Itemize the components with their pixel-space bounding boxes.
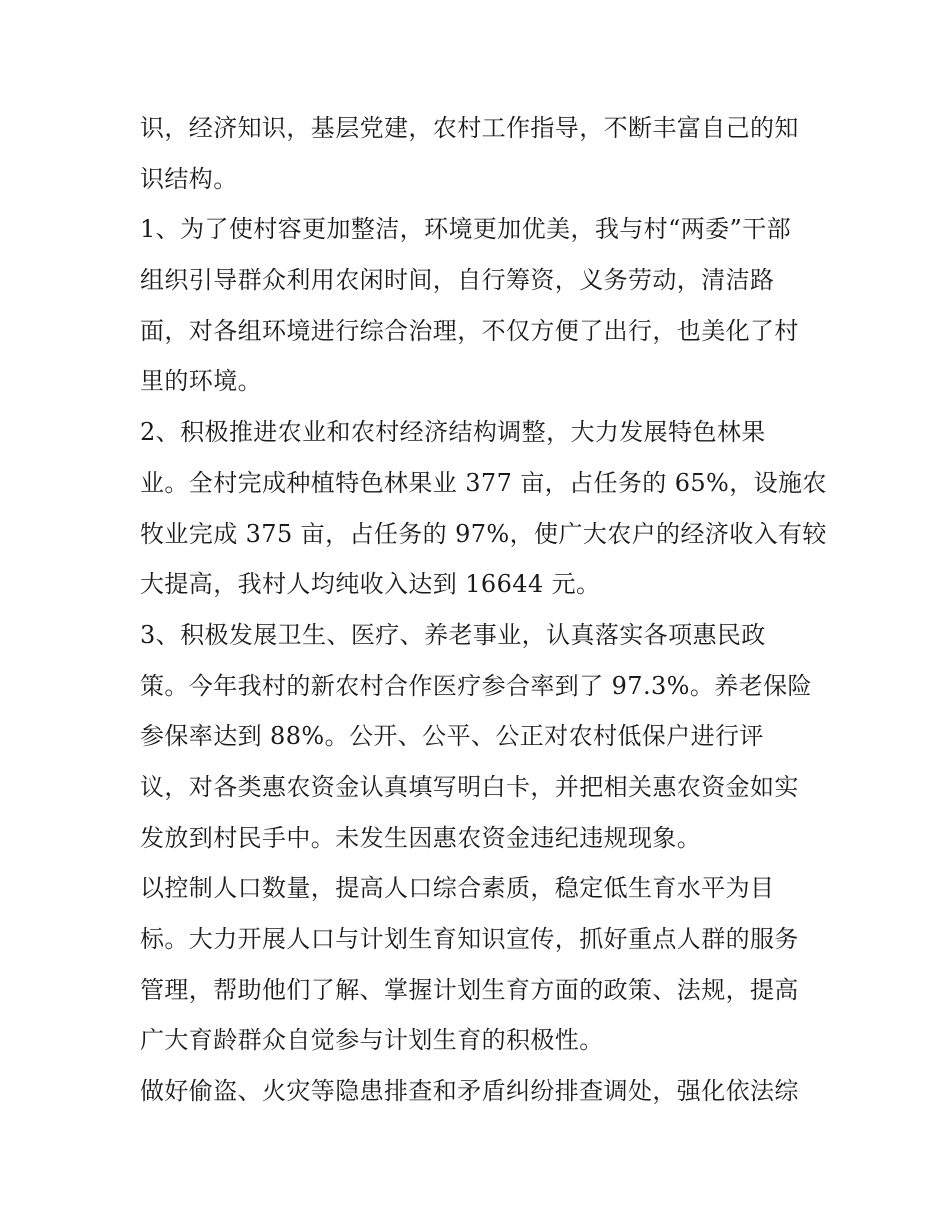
text-line: 业。全村完成种植特色林果业 377 亩，占任务的 65%，设施农 bbox=[140, 468, 827, 497]
text-line: 大提高，我村人均纯收入达到 16644 元。 bbox=[140, 570, 601, 599]
text-line: 广大育龄群众自觉参与计划生育的积极性。 bbox=[140, 1026, 604, 1055]
text-line: 议，对各类惠农资金认真填写明白卡，并把相关惠农资金如实 bbox=[140, 772, 799, 801]
text-line: 牧业完成 375 亩，占任务的 97%，使广大农户的经济收入有较 bbox=[140, 519, 827, 548]
text-line: 发放到村民手中。未发生因惠农资金违纪违规现象。 bbox=[140, 823, 702, 852]
text-line: 以控制人口数量，提高人口综合素质，稳定低生育水平为目 bbox=[140, 874, 775, 903]
text-line: 里的环境。 bbox=[140, 367, 262, 396]
text-line: 组织引导群众利用农闲时间，自行筹资，义务劳动，清洁路 bbox=[140, 266, 775, 295]
text-line: 标。大力开展人口与计划生育知识宣传，抓好重点人群的服务 bbox=[140, 925, 799, 953]
body-text bbox=[140, 103, 827, 1117]
text-line: 3、积极发展卫生、医疗、养老事业，认真落实各项惠民政 bbox=[140, 620, 766, 649]
text-line: 管理，帮助他们了解、掌握计划生育方面的政策、法规，提高 bbox=[140, 975, 799, 1004]
text-line: 策。今年我村的新农村合作医疗参合率到了 97.3%。养老保险 bbox=[140, 671, 812, 700]
text-line: 识，经济知识，基层党建，农村工作指导，不断丰富自己的知 bbox=[140, 114, 799, 142]
text-line: 面，对各组环境进行综合治理，不仅方便了出行，也美化了村 bbox=[140, 316, 799, 345]
text-line: 做好偷盗、火灾等隐患排查和矛盾纠纷排查调处，强化依法综 bbox=[140, 1077, 799, 1106]
text-line: 识结构。 bbox=[140, 164, 238, 193]
text-line: 2、积极推进农业和农村经济结构调整，大力发展特色林果 bbox=[140, 418, 766, 447]
text-line: 1、为了使村容更加整洁，环境更加优美，我与村“两委”干部 bbox=[140, 215, 792, 244]
text-line: 参保率达到 88%。公开、公平、公正对农村低保户进行评 bbox=[140, 722, 764, 751]
